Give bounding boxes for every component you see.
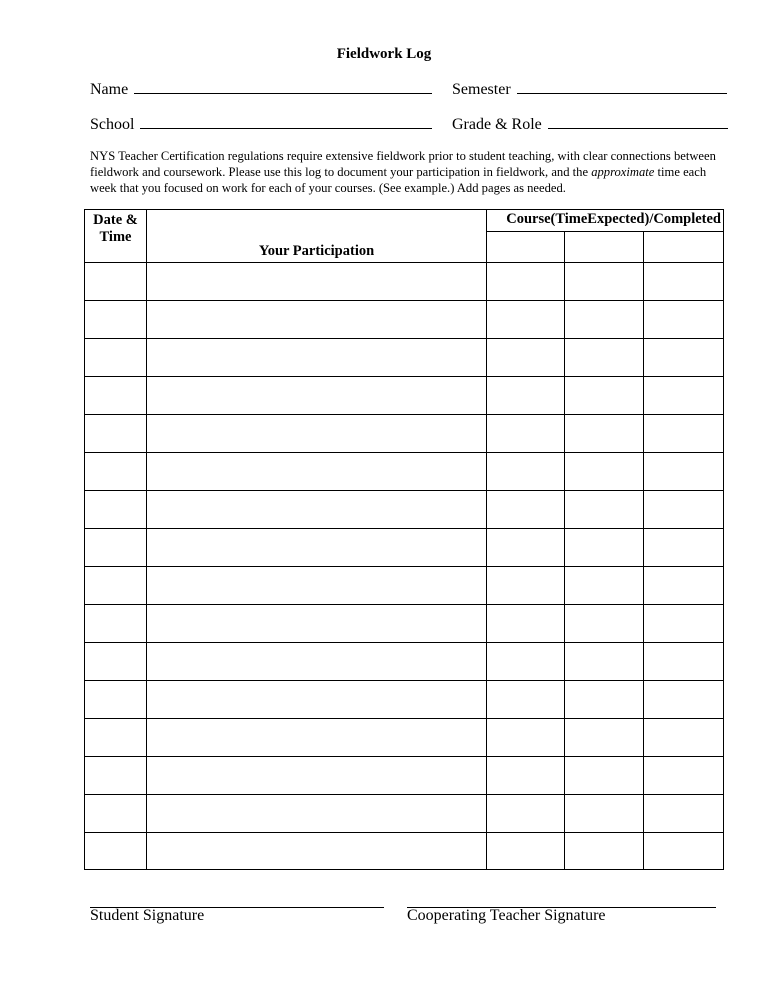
instructions-text-1: NYS Teacher Certification regulations require extensive fieldwork prior to student teaching, with clear connections between fieldwork and coursework. Please use this log to document your participation in fieldwork, and the (90, 149, 716, 179)
course-subheader-3[interactable] (644, 232, 724, 263)
participation-cell[interactable] (147, 795, 487, 833)
course-1-cell[interactable] (487, 529, 565, 567)
semester-field[interactable] (452, 81, 727, 99)
page-title: Fieldwork Log (336, 46, 432, 62)
table-row (85, 795, 724, 833)
course-2-cell[interactable] (565, 681, 644, 719)
date-cell[interactable] (85, 377, 147, 415)
course-1-cell[interactable] (487, 415, 565, 453)
participation-cell[interactable] (147, 377, 487, 415)
course-1-cell[interactable] (487, 567, 565, 605)
course-3-cell[interactable] (644, 643, 724, 681)
table-row (85, 833, 724, 870)
course-1-cell[interactable] (487, 263, 565, 301)
course-subheader-2[interactable] (565, 232, 644, 263)
course-2-cell[interactable] (565, 795, 644, 833)
participation-cell[interactable] (147, 415, 487, 453)
participation-cell[interactable] (147, 757, 487, 795)
course-3-cell[interactable] (644, 263, 724, 301)
course-3-cell[interactable] (644, 567, 724, 605)
course-2-cell[interactable] (565, 567, 644, 605)
table-row (85, 453, 724, 491)
date-cell[interactable] (85, 529, 147, 567)
course-1-cell[interactable] (487, 377, 565, 415)
date-header-line1: Date & (93, 212, 138, 228)
course-1-cell[interactable] (487, 301, 565, 339)
table-row (85, 567, 724, 605)
course-3-cell[interactable] (644, 757, 724, 795)
course-1-cell[interactable] (487, 833, 565, 870)
course-3-cell[interactable] (644, 529, 724, 567)
course-header: Course(TimeExpected)/Completed (487, 210, 724, 232)
school-line[interactable] (140, 127, 432, 129)
date-cell[interactable] (85, 339, 147, 377)
participation-cell[interactable] (147, 605, 487, 643)
participation-cell[interactable] (147, 719, 487, 757)
course-2-cell[interactable] (565, 491, 644, 529)
date-cell[interactable] (85, 263, 147, 301)
name-label: Name (90, 81, 129, 98)
participation-cell[interactable] (147, 681, 487, 719)
course-1-cell[interactable] (487, 757, 565, 795)
course-2-cell[interactable] (565, 605, 644, 643)
participation-cell[interactable] (147, 263, 487, 301)
table-row (85, 757, 724, 795)
course-2-cell[interactable] (565, 643, 644, 681)
course-3-cell[interactable] (644, 491, 724, 529)
name-line[interactable] (134, 92, 432, 94)
grade-role-line[interactable] (548, 127, 728, 129)
participation-cell[interactable] (147, 567, 487, 605)
date-cell[interactable] (85, 719, 147, 757)
grade-role-label: Grade & Role (452, 116, 542, 133)
course-2-cell[interactable] (565, 415, 644, 453)
course-1-cell[interactable] (487, 453, 565, 491)
date-cell[interactable] (85, 757, 147, 795)
course-1-cell[interactable] (487, 605, 565, 643)
table-row (85, 605, 724, 643)
table-row (85, 491, 724, 529)
semester-label: Semester (452, 81, 511, 98)
table-row (85, 415, 724, 453)
course-3-cell[interactable] (644, 453, 724, 491)
participation-cell[interactable] (147, 491, 487, 529)
table-row (85, 301, 724, 339)
table-row (85, 377, 724, 415)
course-1-cell[interactable] (487, 491, 565, 529)
course-3-cell[interactable] (644, 681, 724, 719)
date-header-line2: Time (99, 229, 132, 245)
course-2-cell[interactable] (565, 263, 644, 301)
date-cell[interactable] (85, 605, 147, 643)
table-row (85, 681, 724, 719)
date-cell[interactable] (85, 567, 147, 605)
course-2-cell[interactable] (565, 301, 644, 339)
table-row (85, 719, 724, 757)
course-1-cell[interactable] (487, 339, 565, 377)
school-label: School (90, 116, 135, 133)
course-3-cell[interactable] (644, 719, 724, 757)
participation-cell[interactable] (147, 453, 487, 491)
date-cell[interactable] (85, 833, 147, 870)
participation-cell[interactable] (147, 339, 487, 377)
course-3-cell[interactable] (644, 377, 724, 415)
course-2-cell[interactable] (565, 719, 644, 757)
log-rows (85, 263, 724, 870)
participation-cell[interactable] (147, 643, 487, 681)
course-2-cell[interactable] (565, 453, 644, 491)
date-cell[interactable] (85, 453, 147, 491)
course-subheader-1[interactable] (487, 232, 565, 263)
date-cell[interactable] (85, 681, 147, 719)
fieldwork-log-table (84, 209, 724, 870)
course-1-cell[interactable] (487, 643, 565, 681)
participation-cell[interactable] (147, 833, 487, 870)
semester-line[interactable] (517, 92, 727, 94)
student-signature-label: Student Signature (90, 907, 205, 924)
course-2-cell[interactable] (565, 377, 644, 415)
course-2-cell[interactable] (565, 339, 644, 377)
instructions (90, 148, 730, 196)
course-1-cell[interactable] (487, 719, 565, 757)
course-2-cell[interactable] (565, 833, 644, 870)
school-field[interactable] (90, 116, 432, 134)
instructions-text-2: time each week that you focused on work for each of your courses. (See example.) Add pages as needed. (90, 165, 707, 195)
table-row (85, 529, 724, 567)
participation-cell[interactable] (147, 301, 487, 339)
course-3-cell[interactable] (644, 795, 724, 833)
course-2-cell[interactable] (565, 757, 644, 795)
table-row (85, 339, 724, 377)
date-cell[interactable] (85, 491, 147, 529)
date-cell[interactable] (85, 643, 147, 681)
course-3-cell[interactable] (644, 339, 724, 377)
course-3-cell[interactable] (644, 605, 724, 643)
grade-role-field[interactable] (452, 116, 728, 134)
course-1-cell[interactable] (487, 795, 565, 833)
table-row (85, 643, 724, 681)
course-3-cell[interactable] (644, 301, 724, 339)
table-row (85, 263, 724, 301)
date-time-header (85, 210, 147, 263)
teacher-signature-label: Cooperating Teacher Signature (407, 907, 606, 924)
course-2-cell[interactable] (565, 529, 644, 567)
name-field[interactable] (90, 81, 432, 99)
date-cell[interactable] (85, 415, 147, 453)
date-cell[interactable] (85, 301, 147, 339)
participation-cell[interactable] (147, 529, 487, 567)
date-cell[interactable] (85, 795, 147, 833)
course-3-cell[interactable] (644, 833, 724, 870)
course-3-cell[interactable] (644, 415, 724, 453)
course-1-cell[interactable] (487, 681, 565, 719)
participation-header: Your Participation (147, 210, 487, 263)
instructions-emphasis: approximate (591, 165, 655, 179)
